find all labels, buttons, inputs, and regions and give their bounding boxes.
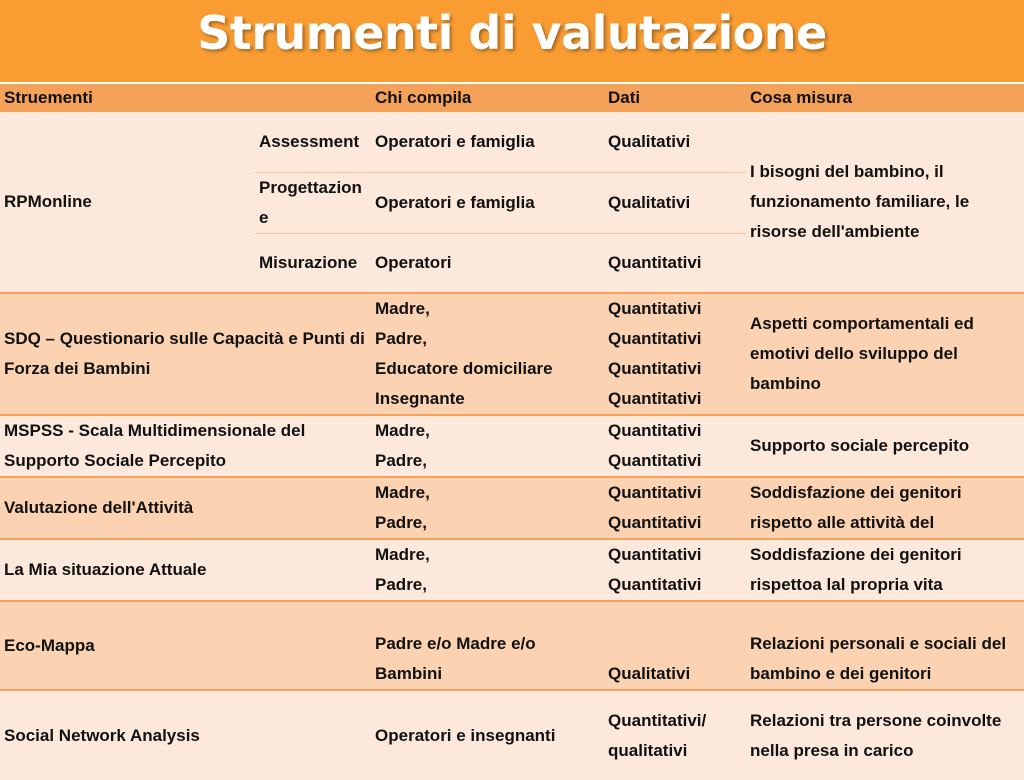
data-cell [604,293,746,415]
tool-name: SDQ – Questionario sulle Capacità e Punti di Forza dei Bambini [0,293,371,415]
data-cell [604,415,746,477]
rpm-phase: Assessment [255,112,371,172]
who-line: Padre, [375,329,427,348]
data-line: Quantitativi [608,329,702,348]
tool-name: La Mia situazione Attuale [0,539,371,601]
header-tools: Struementi [0,84,371,112]
measures-cell: Soddisfazione dei genitori rispettoa lal propria vita [746,539,1024,601]
who-line: Padre, [375,575,427,594]
who-line: Madre, [375,545,430,564]
table-row [0,601,1024,690]
who-line: Madre, [375,483,430,502]
who-line: Padre, [375,451,427,470]
tool-name: Eco-Mappa [0,601,371,690]
rpm-who: Operatori [371,233,604,293]
who-line: Madre, [375,299,430,318]
data-line: Quantitativi [608,513,702,532]
rpm-phase: Misurazione [255,233,371,293]
tool-name: Valutazione dell'Attività [0,477,371,539]
who-cell [371,539,604,601]
measures-cell: Supporto sociale percepito [746,415,1024,477]
title-bar [0,0,1024,82]
data-line: Quantitativi [608,389,702,408]
table-row [0,293,1024,415]
data-line: Quantitativi [608,299,702,318]
who-cell [371,415,604,477]
rpm-who: Operatori e famiglia [371,172,604,233]
measures-cell: Relazioni tra persone coinvolte nella presa in carico [746,690,1024,780]
table-row [0,477,1024,539]
data-cell: Quantitativi/ qualitativi [604,690,746,780]
tool-name: Social Network Analysis [0,690,371,780]
header-measures: Cosa misura [746,84,1024,112]
data-line: Quantitativi [608,421,702,440]
who-cell: Operatori e insegnanti [371,690,604,780]
data-line: Quantitativi [608,545,702,564]
rpm-data: Qualitativi [604,172,746,233]
who-line: Educatore domiciliare [375,359,553,378]
who-line: Madre, [375,421,430,440]
measures-cell: Relazioni personali e sociali del bambino e dei genitori [746,601,1024,690]
rpm-measures: I bisogni del bambino, il funzionamento familiare, le risorse dell'ambiente [746,112,1024,293]
who-line: Insegnante [375,389,465,408]
measures-cell: Soddisfazione dei genitori rispetto alle attività del [746,477,1024,539]
rpm-data: Qualitativi [604,112,746,172]
data-line: Quantitativi [608,359,702,378]
data-line: Quantitativi [608,483,702,502]
tool-name: MSPSS - Scala Multidimensionale del Supporto Sociale Percepito [0,415,371,477]
measures-cell: Aspetti comportamentali ed emotivi dello sviluppo del bambino [746,293,1024,415]
who-cell: Padre e/o Madre e/o Bambini [371,601,604,690]
who-line: Padre, [375,513,427,532]
data-cell [604,477,746,539]
rpm-who: Operatori e famiglia [371,112,604,172]
table-row [0,112,1024,172]
rpm-data: Quantitativi [604,233,746,293]
who-cell [371,293,604,415]
header-who: Chi compila [371,84,604,112]
evaluation-tools-table [0,84,1024,780]
table-row [0,415,1024,477]
header-data: Dati [604,84,746,112]
tool-name-rpmonline: RPMonline [0,112,255,293]
table-header-row [0,84,1024,112]
page-title: Strumenti di valutazione [197,6,827,60]
table-row [0,539,1024,601]
data-cell [604,539,746,601]
rpm-phase: Progettazione [255,172,371,233]
data-cell: Qualitativi [604,601,746,690]
table-row [0,690,1024,780]
who-cell [371,477,604,539]
data-line: Quantitativi [608,575,702,594]
data-line: Quantitativi [608,451,702,470]
